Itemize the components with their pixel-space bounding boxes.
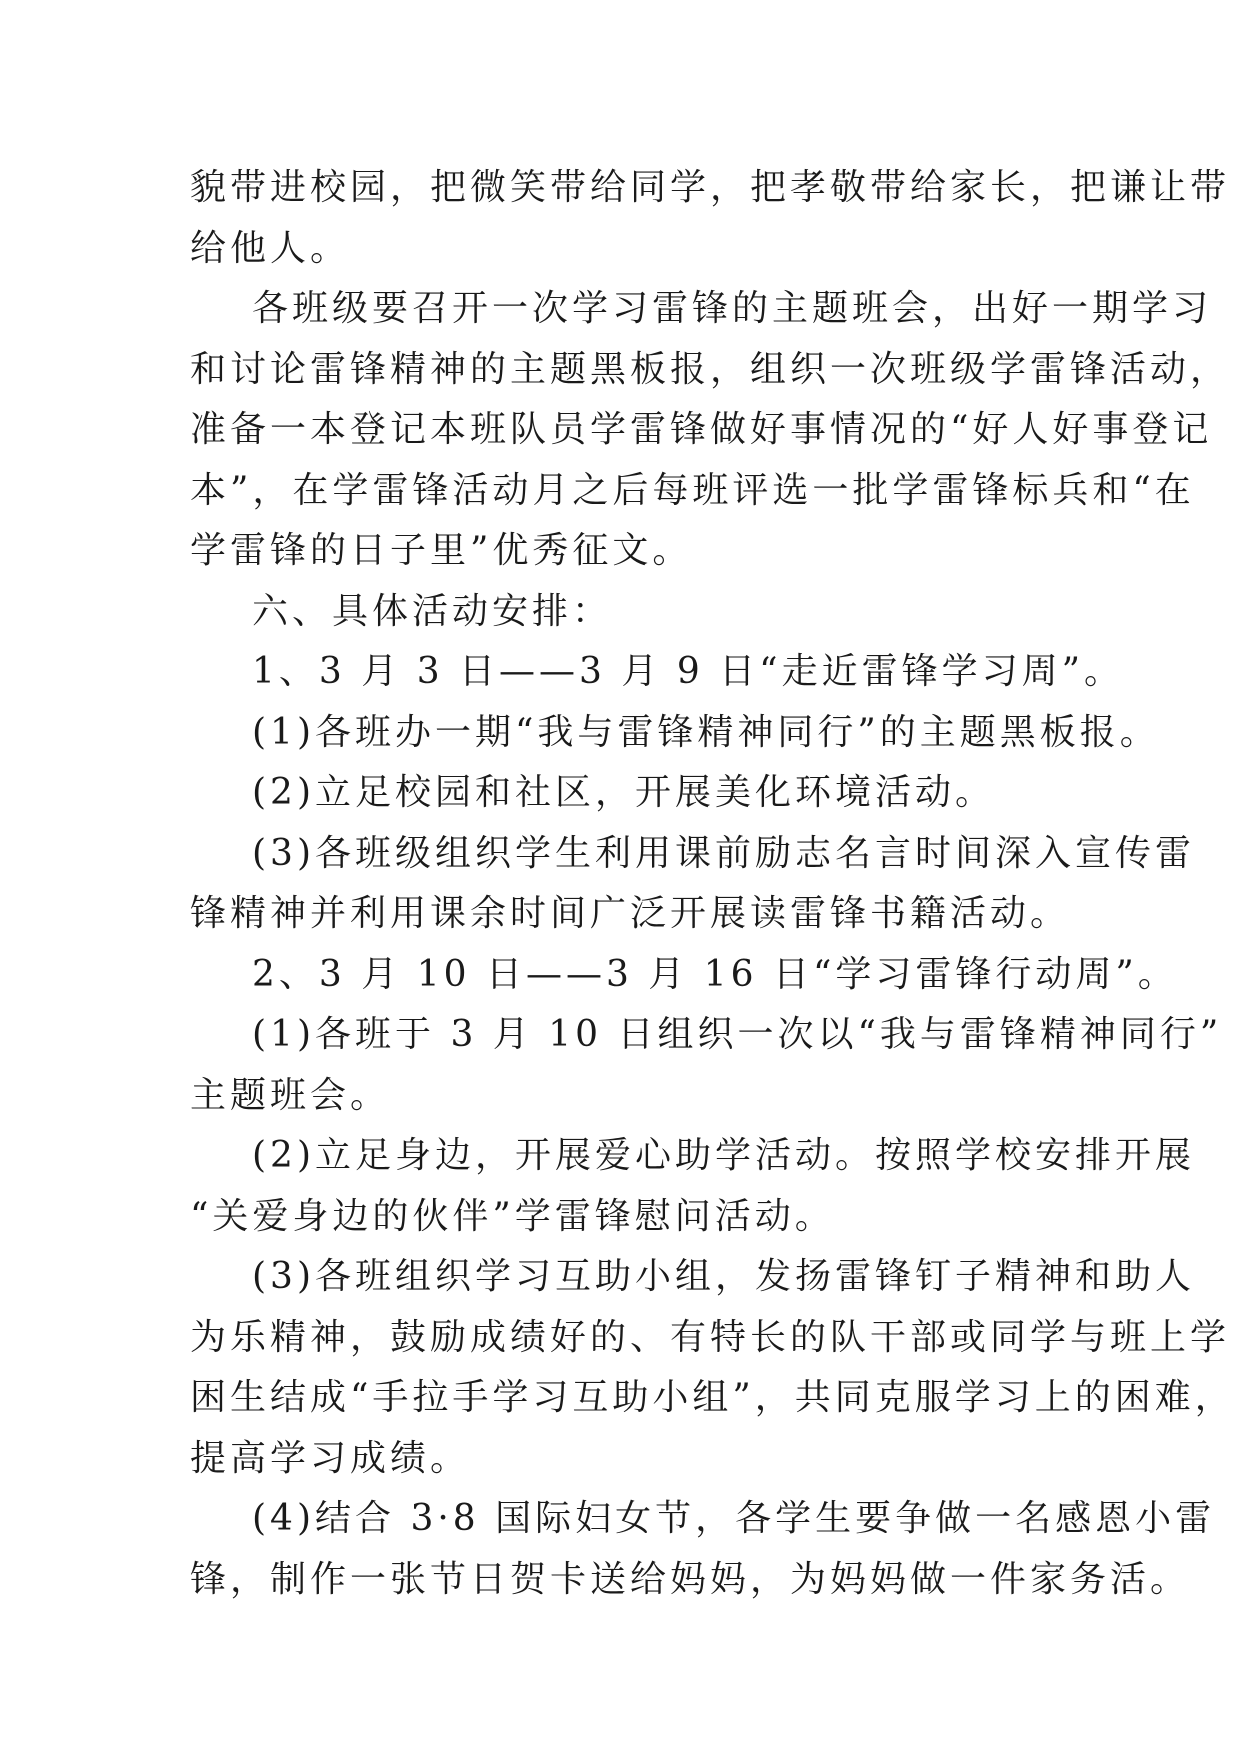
list-item-continuation: “关爱身边的伙伴”学雷锋慰问活动。 [190,1195,835,1237]
list-item: (2)立足身边，开展爱心助学活动。按照学校安排开展 [252,1135,1195,1176]
list-item: (1)各班办一期“我与雷锋精神同行”的主题黑板报。 [252,711,1160,753]
paragraph-line: 准备一本登记本班队员学雷锋做好事情况的“好人好事登记 [190,409,1213,450]
list-item: (3)各班级组织学生利用课前励志名言时间深入宣传雷 [252,832,1195,874]
list-item-continuation: 锋，制作一张节日贺卡送给妈妈，为妈妈做一件家务活。 [190,1558,1191,1600]
section-heading: 六、具体活动安排： [252,590,613,632]
list-heading: 1、3 月 3 日——3 月 9 日“走近雷锋学习周”。 [252,651,1124,692]
list-item: (3)各班组织学习互助小组，发扬雷锋钉子精神和助人 [252,1256,1195,1297]
list-item: (2)立足校园和社区，开展美化环境活动。 [252,772,995,813]
paragraph-line: 给他人。 [190,227,351,269]
list-item-continuation: 为乐精神，鼓励成绩好的、有特长的队干部或同学与班上学 [190,1316,1231,1358]
list-item-continuation: 提高学习成绩。 [190,1437,471,1479]
document-body [190,158,1235,1610]
paragraph-line: 学雷锋的日子里”优秀征文。 [190,530,693,571]
list-item-continuation: 锋精神并利用课余时间广泛开展读雷锋书籍活动。 [190,893,1071,934]
paragraph-line: 各班级要召开一次学习雷锋的主题班会，出好一期学习 [252,288,1213,329]
paragraph-line: 和讨论雷锋精神的主题黑板报，组织一次班级学雷锋活动， [190,348,1231,390]
paragraph-line: 貌带进校园，把微笑带给同学，把孝敬带给家长，把谦让带 [190,167,1231,208]
paragraph-line: 本”，在学雷锋活动月之后每班评选一批学雷锋标兵和“在 [190,469,1195,511]
list-item: (4)结合 3·8 国际妇女节，各学生要争做一名感恩小雷 [252,1498,1216,1539]
list-item: (1)各班于 3 月 10 日组织一次以“我与雷锋精神同行” [252,1014,1223,1055]
list-heading: 2、3 月 10 日——3 月 16 日“学习雷锋行动周”。 [252,953,1178,995]
list-item-continuation: 主题班会。 [190,1074,391,1116]
list-item-continuation: 困生结成“手拉手学习互助小组”，共同克服学习上的困难， [190,1377,1235,1418]
